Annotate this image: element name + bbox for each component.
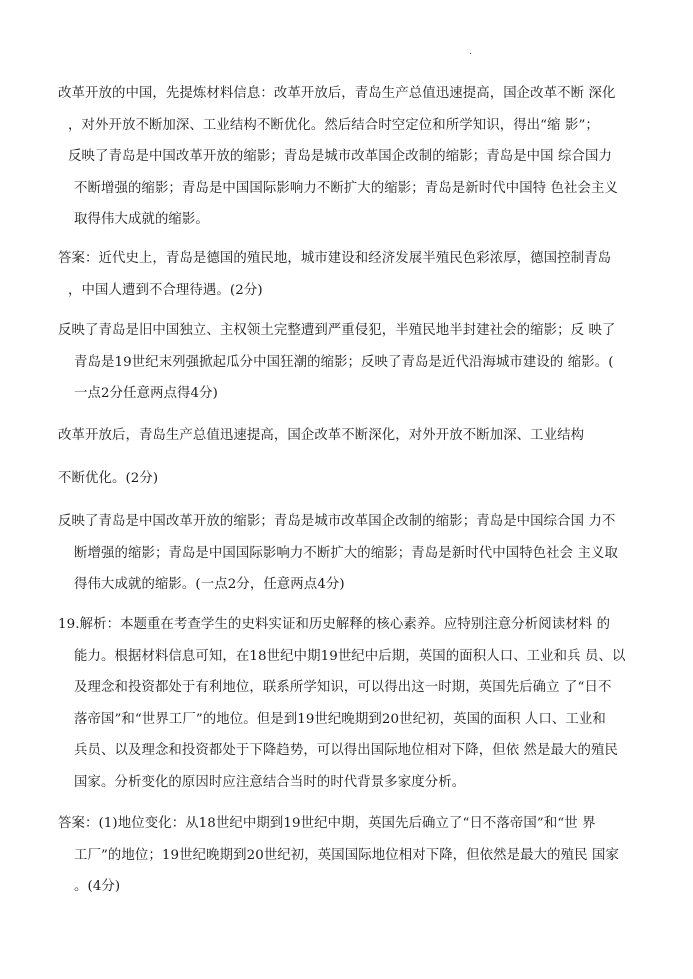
text-line: 及理念和投资都处于有利地位，联系所学知识，可以得出这一时期，英国先后确立 了“日不 — [74, 680, 612, 695]
text-line: 工厂”的地位；19世纪晚期到20世纪初，英国国际地位相对下降，但依然是最大的殖民 国家 — [74, 847, 619, 863]
text-line: 答案：近代史上，青岛是德国的殖民地，城市建设和经济发展半殖民色彩浓厚，德国控制青岛 — [58, 251, 612, 266]
text-line: 兵员、以及理念和投资都处于下降趋势，可以得出国际地位相对下降，但依 然是最大的殖民 — [74, 743, 618, 758]
paragraph-answer-modern — [58, 243, 636, 306]
paragraph-q19-analysis — [58, 609, 636, 798]
text-line: 改革开放后，青岛生产总值迅速提高，国企改革不断深化，对外开放不断加深、工业结构 — [58, 428, 585, 443]
text-line: 一点2分任意两点得4分) — [74, 386, 218, 401]
text-line: 取得伟大成就的缩影。 — [74, 212, 209, 227]
paragraph-q19-answer — [58, 808, 636, 903]
paragraph-answer-reform — [58, 420, 636, 452]
text-line: 反映了青岛是中国改革开放的缩影；青岛是城市改革国企改制的缩影；青岛是中国综合国 力不 — [58, 514, 616, 529]
paragraph-answer-reform-cont — [58, 463, 636, 495]
text-line: 不断增强的缩影；青岛是中国国际影响力不断扩大的缩影；青岛是新时代中国特 色社会主义 — [74, 180, 618, 196]
text-line: 19.解析：本题重在考查学生的史料实证和历史解释的核心素养。应特别注意分析阅读材料 的 — [58, 617, 611, 632]
text-line: 落帝国”和“世界工厂”的地位。但是到19世纪晚期到20世纪初，英国的面积 人口、工业和 — [74, 711, 606, 727]
text-line: 反映了青岛是中国改革开放的缩影；青岛是城市改革国企改制的缩影；青岛是中国 综合国力 — [68, 149, 612, 164]
text-line: 不断优化。(2分) — [58, 471, 159, 486]
paragraph-answer-colony — [58, 315, 636, 410]
text-line: ，对外开放不断加深、工业结构不断优化。然后结合时空定位和所学知识，得出“缩 影”； — [68, 117, 599, 133]
text-line: 改革开放的中国，先提炼材料信息：改革开放后，青岛生产总值迅速提高，国企改革不断 深化 — [58, 86, 616, 101]
text-line: 断增强的缩影；青岛是中国国际影响力不断扩大的缩影；青岛是新时代中国特色社会 主义取 — [74, 545, 618, 561]
text-line: 青岛是19世纪末列强掀起瓜分中国狂潮的缩影；反映了青岛是近代沿海城市建设的 缩影。( — [74, 354, 614, 370]
text-line: 答案：(1)地位变化：从18世纪中期到19世纪中期，英国先后确立了“日不落帝国”和“世 界 — [58, 816, 596, 831]
paragraph-analysis-reform — [58, 78, 636, 236]
text-line: ，中国人遭到不合理待遇。(2分) — [68, 282, 263, 298]
paragraph-answer-epitome — [58, 506, 636, 601]
text-line: 能力。根据材料信息可知，在18世纪中期19世纪中后期，英国的面积人口、工业和兵 员、以 — [74, 648, 626, 664]
text-line: 反映了青岛是旧中国独立、主权领土完整遭到严重侵犯，半殖民地半封建社会的缩影；反 映了 — [58, 323, 616, 338]
text-line: 。(4分) — [74, 879, 121, 894]
text-line: 得伟大成就的缩影。(一点2分，任意两点4分) — [74, 577, 345, 592]
stray-dot: · — [469, 49, 473, 60]
text-line: 国家。分析变化的原因时应注意结合当时的时代背景多家度分析。 — [74, 774, 466, 790]
